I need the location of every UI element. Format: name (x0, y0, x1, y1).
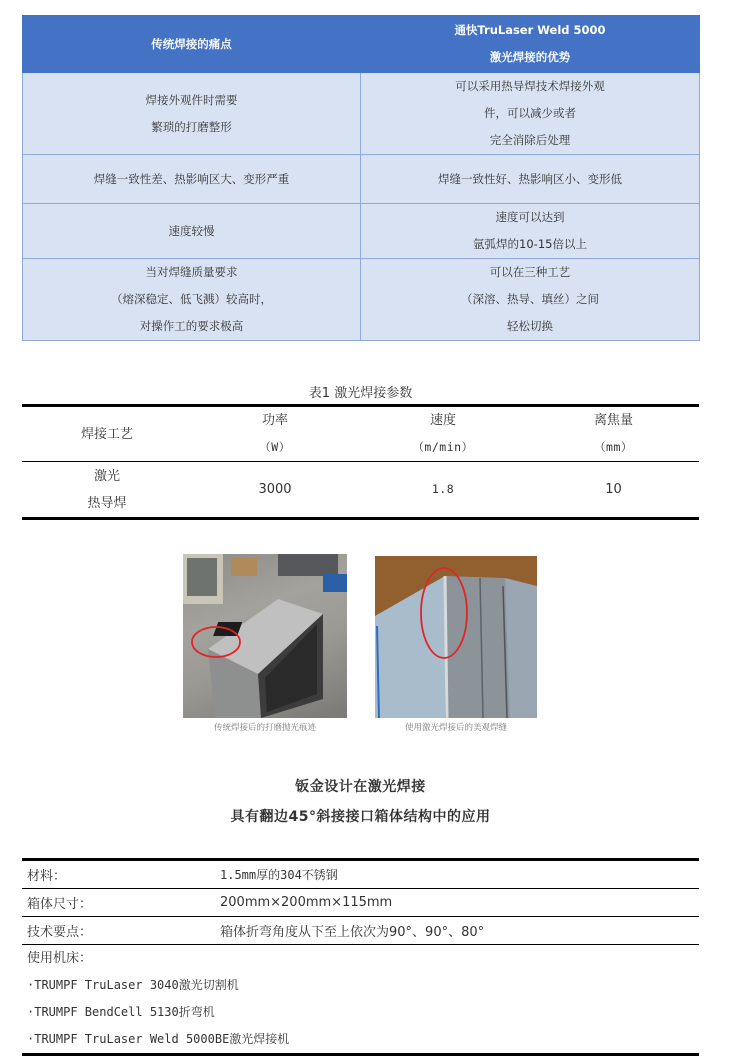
pain-point-cell: 速度较慢 (23, 204, 361, 259)
comparison-row (23, 259, 700, 341)
header-process: 焊接工艺 (22, 406, 192, 462)
header-laser-advantages: 通快TruLaser Weld 5000 激光焊接的优势 (361, 16, 700, 73)
header-speed: 速度 （m/min） (358, 406, 528, 462)
parameter-row (22, 462, 699, 519)
photo-caption-laser: 使用激光焊接后的美观焊缝 (404, 723, 507, 733)
comparison-row (23, 155, 700, 204)
header-traditional-pain-points: 传统焊接的痛点 (23, 16, 361, 73)
machine-item: ·TRUMPF TruLaser Weld 5000BE激光焊接机 (27, 1032, 290, 1046)
spec-row-dimensions (22, 889, 699, 917)
machines-label: 使用机床： (27, 951, 93, 966)
spec-row-technical-points (22, 917, 699, 945)
defocus-value: 10 (528, 462, 699, 519)
machine-item: ·TRUMPF TruLaser 3040激光切割机 (27, 978, 239, 992)
comparison-table (22, 15, 700, 341)
machine-item: ·TRUMPF BendCell 5130折弯机 (27, 1005, 215, 1019)
pain-point-cell: 当对焊缝质量要求 （熔深稳定、低飞溅）较高时， 对操作工的要求极高 (23, 259, 361, 341)
laser-parameter-table (22, 404, 699, 520)
spec-key: 材料： (27, 869, 67, 884)
speed-value: 1.8 (358, 462, 528, 519)
spec-table (22, 858, 699, 1056)
comparison-header-row (23, 16, 700, 73)
comparison-row (23, 73, 700, 155)
seam-photo-illustration (375, 556, 537, 718)
spec-key: 技术要点： (27, 925, 93, 940)
spec-row-material (22, 861, 699, 889)
power-value: 3000 (192, 462, 358, 519)
pain-point-cell: 焊缝一致性差、热影响区大、变形严重 (23, 155, 361, 204)
advantage-cell: 可以在三种工艺 （深溶、热导、填丝）之间 轻松切换 (361, 259, 700, 341)
section-title-line-1: 钣金设计在激光焊接 (295, 779, 426, 795)
advantage-cell: 焊缝一致性好、热影响区小、变形低 (361, 155, 700, 204)
comparison-row (23, 204, 700, 259)
process-value: 激光 热导焊 (22, 462, 192, 519)
box-photo-illustration (183, 554, 347, 718)
spec-value: 200mm×200mm×115mm (220, 895, 393, 910)
photo-laser-weld-seam (375, 556, 537, 718)
spec-value: 1.5mm厚的304不锈钢 (220, 868, 338, 882)
header-defocus: 离焦量 （mm） (528, 406, 699, 462)
spec-key: 箱体尺寸： (27, 897, 93, 912)
advantage-cell: 可以采用热导焊技术焊接外观 件，可以减少或者 完全消除后处理 (361, 73, 700, 155)
section-title-line-2: 具有翻边45°斜接接口箱体结构中的应用 (230, 809, 491, 825)
photo-caption-traditional: 传统焊接后的打磨抛光痕迹 (213, 723, 316, 733)
advantage-cell: 速度可以达到 氩弧焊的10-15倍以上 (361, 204, 700, 259)
table-caption: 表1 激光焊接参数 (308, 386, 413, 401)
machines-section (22, 945, 699, 1053)
pain-point-cell: 焊接外观件时需要 繁琐的打磨整形 (23, 73, 361, 155)
photo-traditional-weld-box (183, 554, 347, 718)
parameter-header-row (22, 406, 699, 462)
header-power: 功率 （W） (192, 406, 358, 462)
spec-value: 箱体折弯角度从下至上依次为90°、90°、80° (220, 925, 485, 940)
